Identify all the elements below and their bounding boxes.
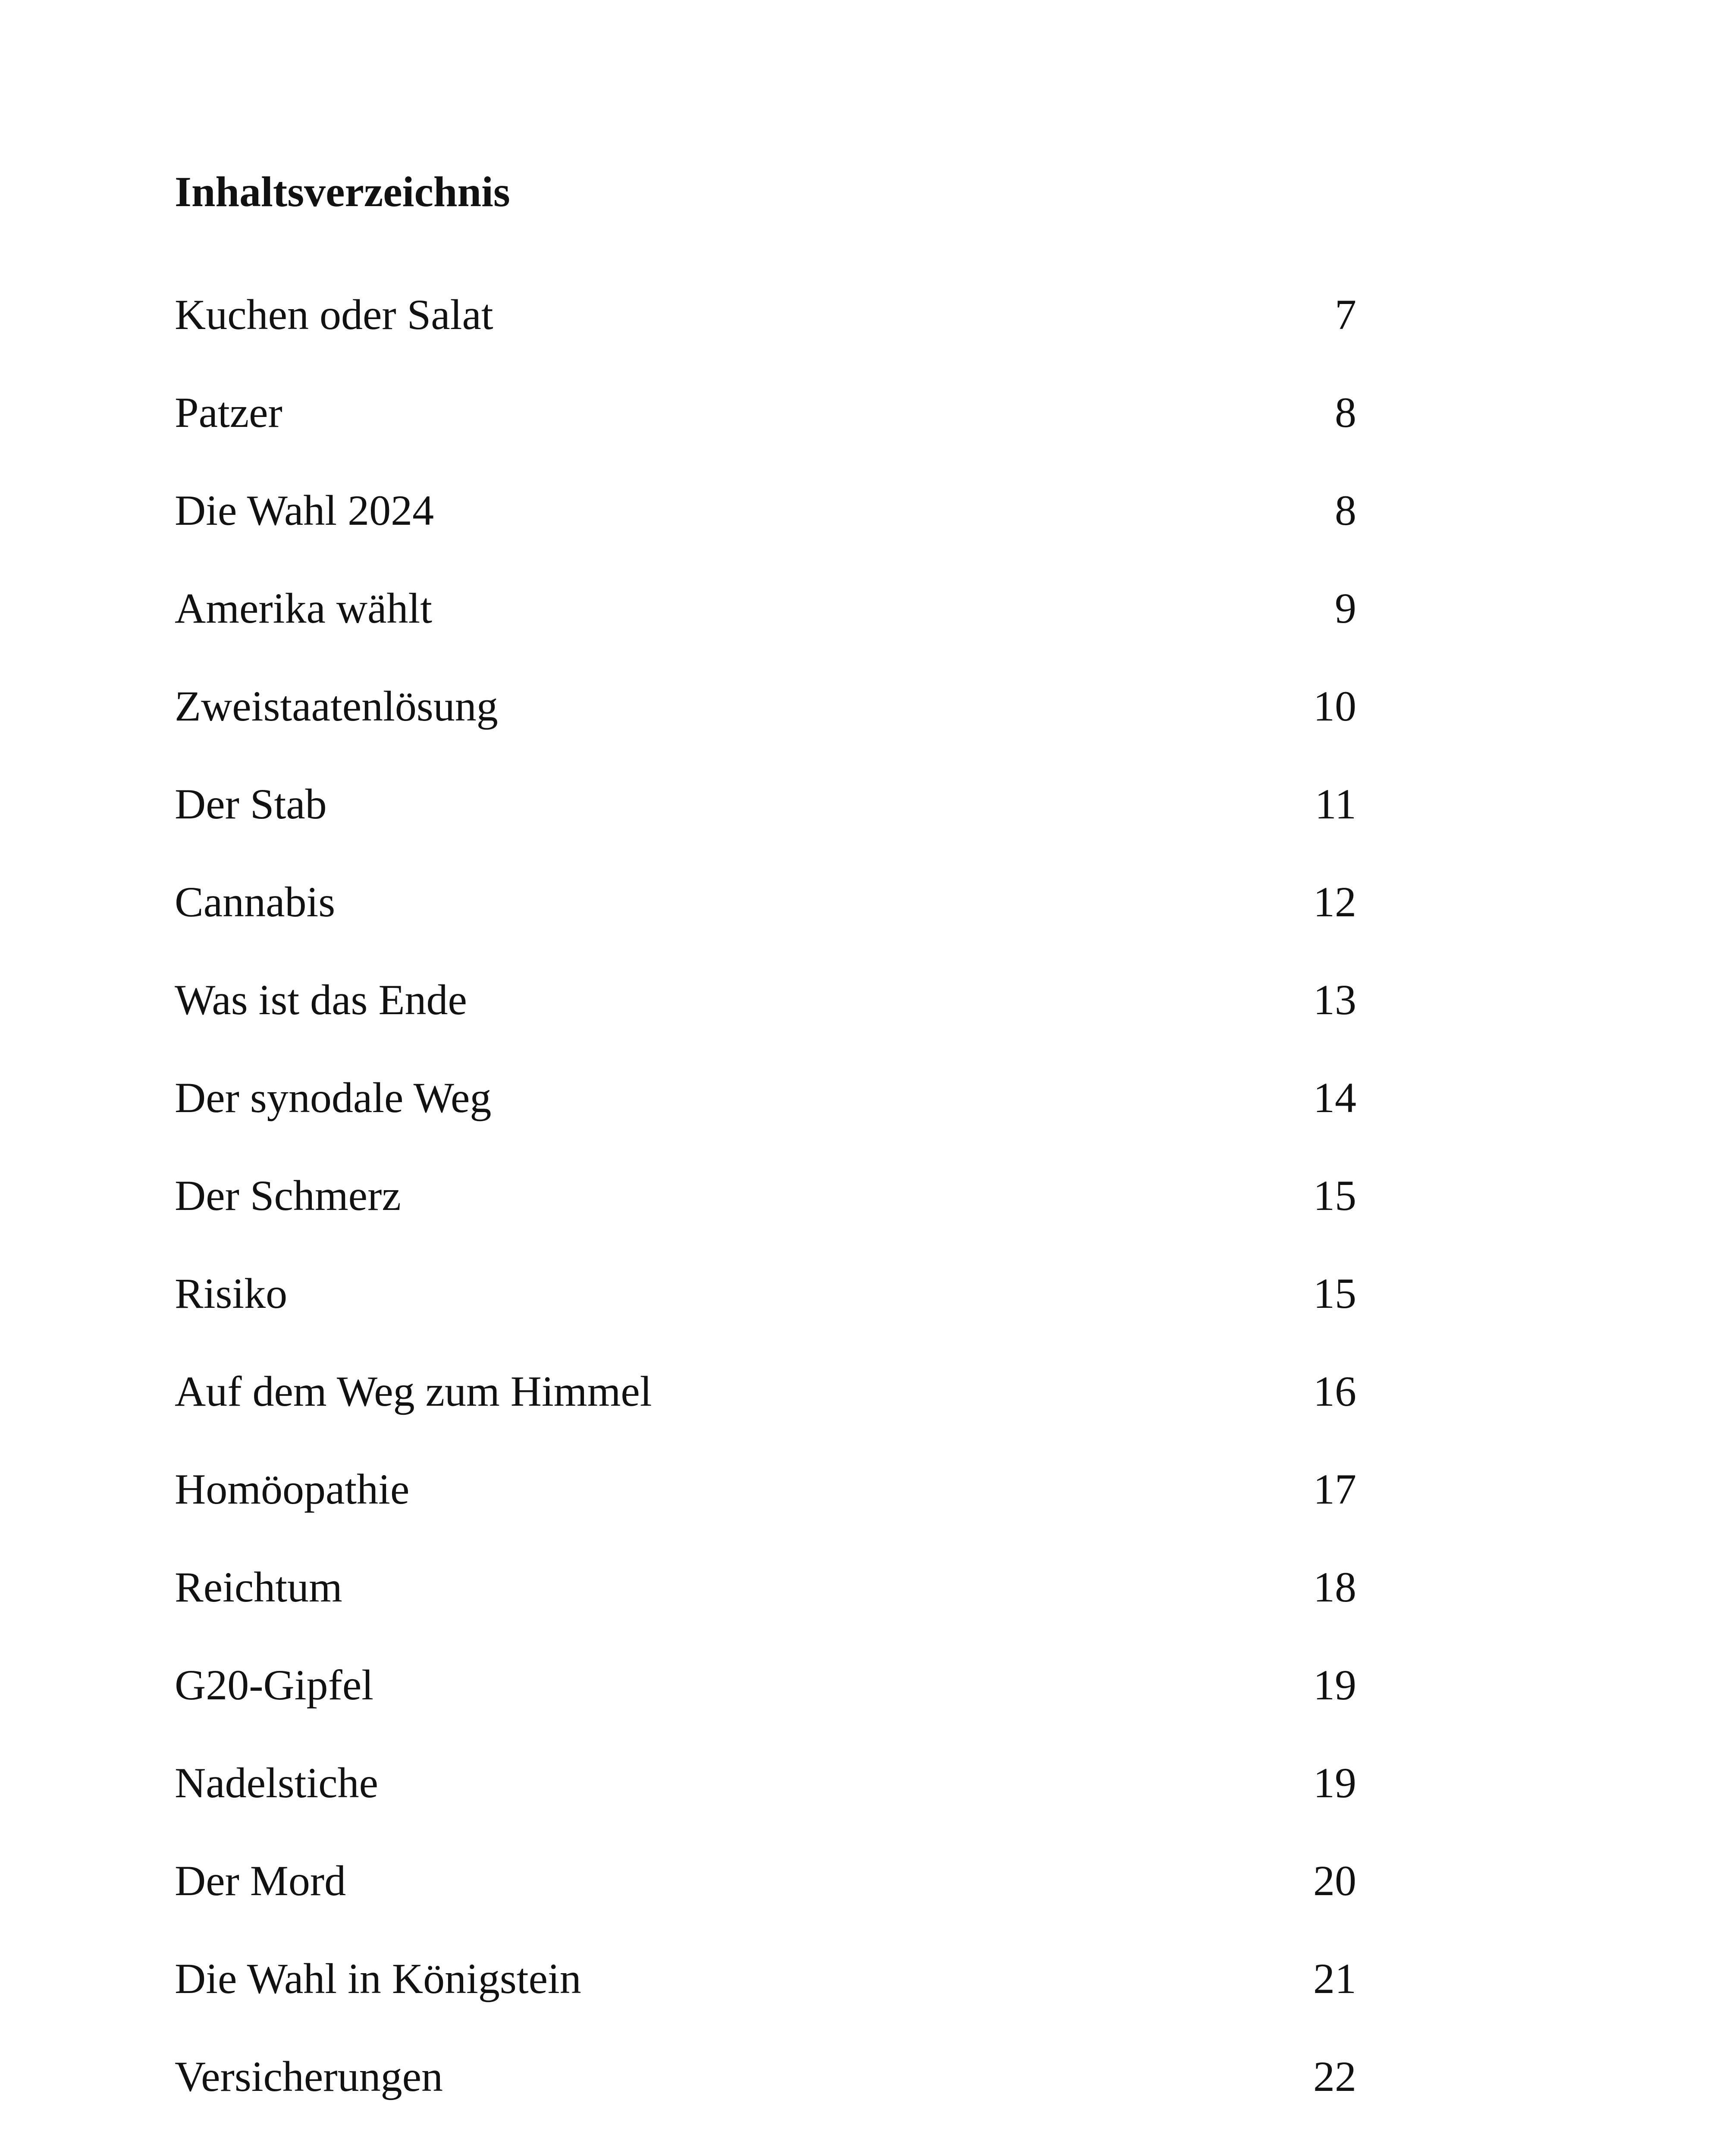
toc-entry [175, 293, 1356, 349]
toc-entry-page-number: 11 [1315, 780, 1356, 828]
toc-entry [175, 878, 1356, 937]
toc-entry-page-number: 8 [1335, 389, 1356, 436]
toc-entry-title: Cannabis [175, 878, 336, 926]
toc-entry-title: Der Schmerz [175, 1172, 401, 1219]
toc-entry [175, 1076, 1356, 1132]
toc-entry [175, 978, 1356, 1034]
toc-entry-page-number: 22 [1313, 2053, 1356, 2100]
toc-entry-title: Risiko [175, 1269, 288, 1317]
toc-entry-title: Die Wahl in Königstein [175, 1955, 581, 2002]
toc-entry-title: Was ist das Ende [175, 976, 467, 1024]
toc-entry-page-number: 18 [1313, 1563, 1356, 1611]
toc-entry [175, 2055, 1356, 2111]
toc-entry-page-number: 8 [1335, 486, 1356, 534]
toc-entry-title: Auf dem Weg zum Himmel [175, 1367, 652, 1415]
toc-entry [175, 1563, 1356, 1622]
toc-entry-page-number: 19 [1313, 1661, 1356, 1709]
toc-entry [175, 584, 1356, 643]
toc-entry-title: Nadelstiche [175, 1759, 379, 1807]
toc-entry-page-number: 17 [1313, 1465, 1356, 1513]
toc-entry [175, 1661, 1356, 1720]
toc-entry-title: Patzer [175, 389, 282, 436]
toc-entry-page-number: 7 [1335, 291, 1356, 338]
toc-entry-title: G20-Gipfel [175, 1661, 373, 1709]
toc-entry-page-number: 21 [1313, 1955, 1356, 2002]
toc-entry [175, 1174, 1356, 1230]
toc-entry [175, 486, 1356, 545]
toc-entry-title: Reichtum [175, 1563, 342, 1611]
toc-entry-page-number: 16 [1313, 1367, 1356, 1415]
toc-entry-page-number: 12 [1313, 878, 1356, 926]
toc-entry-title: Kuchen oder Salat [175, 291, 493, 338]
toc-entry-page-number: 14 [1313, 1074, 1356, 1122]
toc-entry-title: Die Wahl 2024 [175, 486, 434, 534]
toc-entry-title: Der synodale Weg [175, 1074, 492, 1122]
toc-heading: Inhaltsverzeichnis [175, 168, 510, 216]
toc-entry [175, 1367, 1356, 1426]
toc-entry-title: Der Mord [175, 1857, 346, 1905]
toc-entry-title: Zweistaatenlösung [175, 682, 498, 730]
toc-entry-title: Amerika wählt [175, 584, 433, 632]
toc-entry-title: Homöopathie [175, 1465, 410, 1513]
toc-entry-page-number: 15 [1313, 1269, 1356, 1317]
toc-entry [175, 1761, 1356, 1818]
toc-entry-page-number: 19 [1313, 1759, 1356, 1807]
toc-entry-page-number: 9 [1335, 584, 1356, 632]
toc-entry [175, 780, 1356, 839]
toc-entry-page-number: 20 [1313, 1857, 1356, 1905]
toc-entry [175, 1465, 1356, 1524]
toc-entry-title: Versicherungen [175, 2053, 443, 2100]
toc-list [175, 0, 1356, 2156]
toc-entry-title: Der Stab [175, 780, 327, 828]
toc-entry-page-number: 15 [1313, 1172, 1356, 1219]
toc-entry [175, 1957, 1356, 2013]
toc-entry [175, 682, 1356, 741]
toc-entry [175, 1269, 1356, 1328]
toc-entry [175, 391, 1356, 447]
toc-entry-page-number: 13 [1313, 976, 1356, 1024]
toc-entry [175, 1859, 1356, 1915]
toc-entry-page-number: 10 [1313, 682, 1356, 730]
